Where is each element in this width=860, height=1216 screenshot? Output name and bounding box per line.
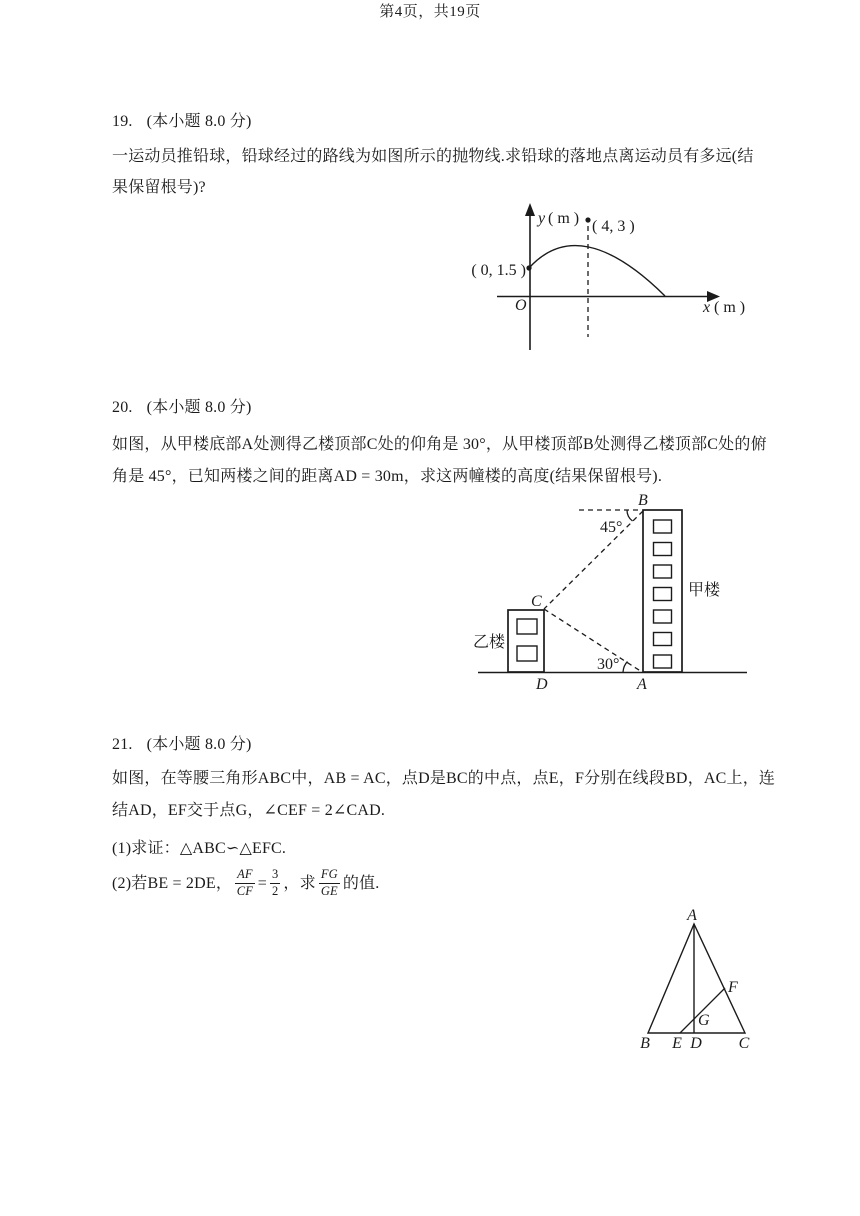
point-E-label: E (672, 1035, 682, 1052)
fraction-AF-CF-numerator: AF (235, 867, 255, 884)
angle-30-label: 30° (597, 656, 620, 673)
problem-19-number: 19. (112, 113, 133, 130)
parabola-curve (529, 246, 665, 296)
problem-21-text-line1: 如图，在等腰三角形ABC中，AB = AC，点D是BC的中点，点E，F分别在线段BD，AC上，连 (112, 770, 776, 787)
problem-19-text-line1: 一运动员推铅球，铅球经过的路线为如图所示的抛物线.求铅球的落地点离运动员有多远(结 (112, 148, 754, 165)
vertex-C-label: C (738, 1035, 750, 1052)
problem-20-text-line2: 角是 45°，已知两楼之间的距离AD = 30m，求这两幢楼的高度(结果保留根号). (112, 468, 663, 485)
tall-building (643, 510, 682, 672)
fraction-FG-GE-numerator: FG (319, 867, 340, 884)
origin-label: O (515, 297, 527, 314)
point-0-1point5-label: ( 0, 1.5 ) (471, 262, 526, 279)
problem-20-score: (本小题 8.0 分) (146, 399, 252, 416)
point-F-label: F (728, 979, 738, 996)
part2-text-2: ，求 (283, 875, 316, 893)
tall-building-label: 甲楼 (688, 582, 721, 599)
y-axis-arrow-icon (525, 203, 535, 216)
problem-20-text-line1: 如图，从甲楼底部A处测得乙楼顶部C处的仰角是 30°，从甲楼顶部B处测得乙楼顶部C处的俯 (112, 436, 767, 453)
figure-parabola (460, 200, 760, 365)
fraction-AF-CF (235, 867, 255, 899)
part2-text-1: (2)若BE = 2DE， (112, 875, 233, 893)
problem-19-header (112, 111, 251, 133)
point-0-1point5-dot (526, 265, 531, 270)
x-axis-var-label: x (703, 299, 711, 316)
fraction-AF-CF-denominator: CF (236, 883, 254, 898)
point-D-label: D (690, 1035, 702, 1052)
problem-20-number: 20. (112, 399, 133, 416)
problem-19-score: (本小题 8.0 分) (146, 113, 252, 130)
problem-19-text-line2: 果保留根号)? (112, 179, 206, 196)
part2-equals: = (257, 875, 267, 893)
fraction-FG-GE (319, 867, 340, 899)
dashed-line-B-to-C (544, 511, 643, 609)
fraction-FG-GE-denominator: GE (320, 883, 338, 898)
problem-21-part2 (112, 868, 380, 900)
vertex-B-label: B (640, 1035, 650, 1052)
point-B-label: B (638, 492, 648, 509)
fraction-3-2-denominator: 2 (271, 883, 279, 898)
vertex-A-label: A (687, 907, 697, 924)
point-4-3-dot (585, 217, 590, 222)
problem-21-header (112, 734, 251, 756)
figure-triangle (630, 905, 770, 1065)
point-A-label: A (637, 676, 647, 693)
point-G-label: G (698, 1012, 710, 1029)
angle-45-arc (627, 510, 633, 521)
problem-21-score: (本小题 8.0 分) (146, 736, 252, 753)
point-C-label: C (531, 593, 542, 610)
y-axis-var-label: y (538, 210, 546, 227)
point-4-3-label: ( 4, 3 ) (592, 218, 635, 235)
page-number: 第4页，共19页 (379, 4, 481, 20)
figure-buildings (470, 488, 760, 703)
fraction-3-2-numerator: 3 (270, 867, 280, 884)
problem-20-header (112, 397, 251, 419)
short-building-label: 乙楼 (473, 634, 506, 651)
problem-21-part1: (1)求证：△ABC∽△EFC. (112, 840, 287, 857)
point-D-label: D (536, 676, 548, 693)
problem-21-number: 21. (112, 736, 133, 753)
fraction-3-2 (270, 867, 280, 899)
angle-45-label: 45° (600, 519, 623, 536)
y-axis-unit-label: ( m ) (548, 210, 580, 227)
angle-30-arc (623, 662, 628, 673)
part2-text-3: 的值. (342, 875, 380, 893)
x-axis-unit-label: ( m ) (714, 299, 746, 316)
problem-21-text-line2: 结AD，EF交于点G，∠CEF = 2∠CAD. (112, 802, 386, 819)
